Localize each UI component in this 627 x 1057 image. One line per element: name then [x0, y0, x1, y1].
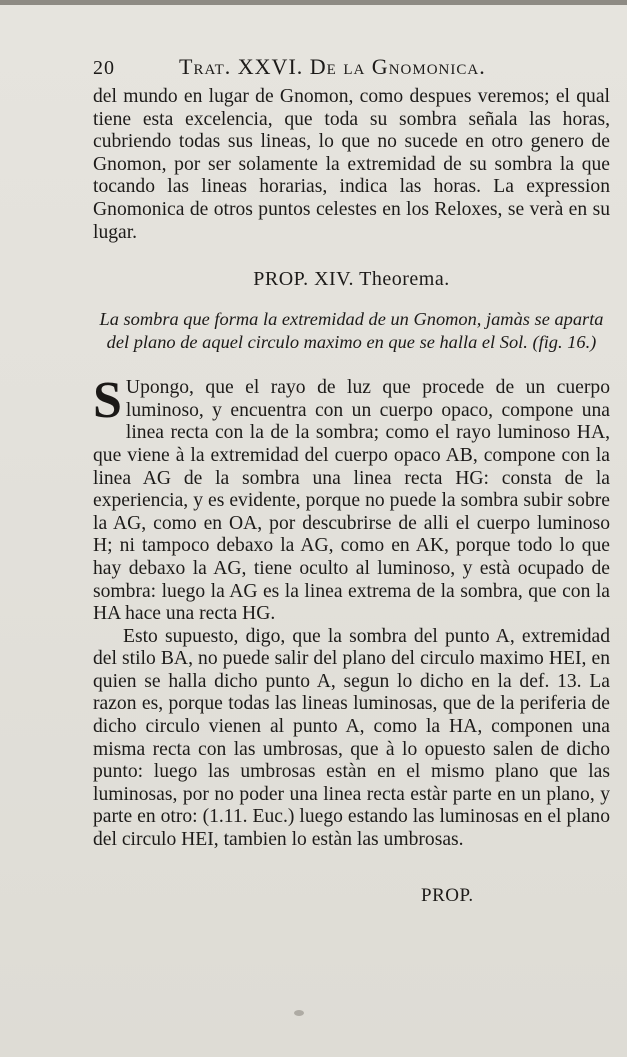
proof-paragraph-2: Esto supuesto, digo, que la sombra del punto A, extremidad del stilo BA, no puede salir del plano del circulo maximo HEI, en quien se halla dicho punto A, segun lo dicho en la def. 13. La razon es, porque todas las lineas luminosas, que de la periferia de dicho circulo vienen al punto A, como la HA, componen una misma recta con las umbrosas, que à lo opuesto salen de dicho punto: luego las umbrosas estàn en el mismo plano que las luminosas, por no poder una linea recta estàr parte en un plano, y parte en otro: (1.11. Euc.) luego estando las luminosas en el plano del circulo HEI, tambien lo estàn las umbrosas.: [93, 625, 610, 851]
proof-section: [93, 372, 610, 851]
running-head: [93, 54, 610, 88]
running-title: Trat. XXVI. De la Gnomonica.: [179, 54, 486, 79]
proof-paragraph-1-text: Upongo, que el rayo de luz que procede de un cuerpo luminoso, y encuentra con un cuerpo opaco, compone una linea recta con la de la sombra; como el rayo luminoso HA, que viene à la extremidad del cuerpo opaco AB, compone con la linea AG de la sombra una linea recta HG: consta de la experiencia, y es evidente, porque no puede la sombra subir sobre la AG, como en OA, por descubrirse de alli el cuerpo luminoso H; ni tampoco debaxo la AG, como en AK, porque todo lo que hay debaxo la AG, tiene oculto al luminoso, y està ocupado de sombra: luego la AG es la linea extrema de la sombra, que con la HA hace una recta HG.: [93, 377, 610, 625]
intro-paragraph: del mundo en lugar de Gnomon, como despues veremos; el qual tiene esta excelencia, que toda su sombra señala las horas, cubriendo todas sus lineas, lo que no sucede en otro genero de Gnomon, por ser solamente la extremidad de su sombra la que tocando las lineas horarias, indica las horas. La expression Gnomonica de otros puntos celestes en los Reloxes, se verà en su lugar.: [93, 86, 610, 243]
page-number: 20: [93, 57, 115, 79]
catchword: PROP.: [421, 885, 474, 906]
ink-smudge: [294, 1010, 304, 1016]
proposition-heading: PROP. XIV. Theorema.: [253, 268, 450, 291]
proposition-enunciation: La sombra que forma la extremidad de un Gnomon, jamàs se aparta del plano de aquel circulo maximo en que se halla el Sol. (fig. 16.): [99, 309, 604, 352]
page-top-edge: [0, 0, 627, 5]
drop-cap: S: [93, 372, 122, 430]
proof-paragraph-1: [93, 372, 610, 626]
text-block: [93, 54, 610, 852]
